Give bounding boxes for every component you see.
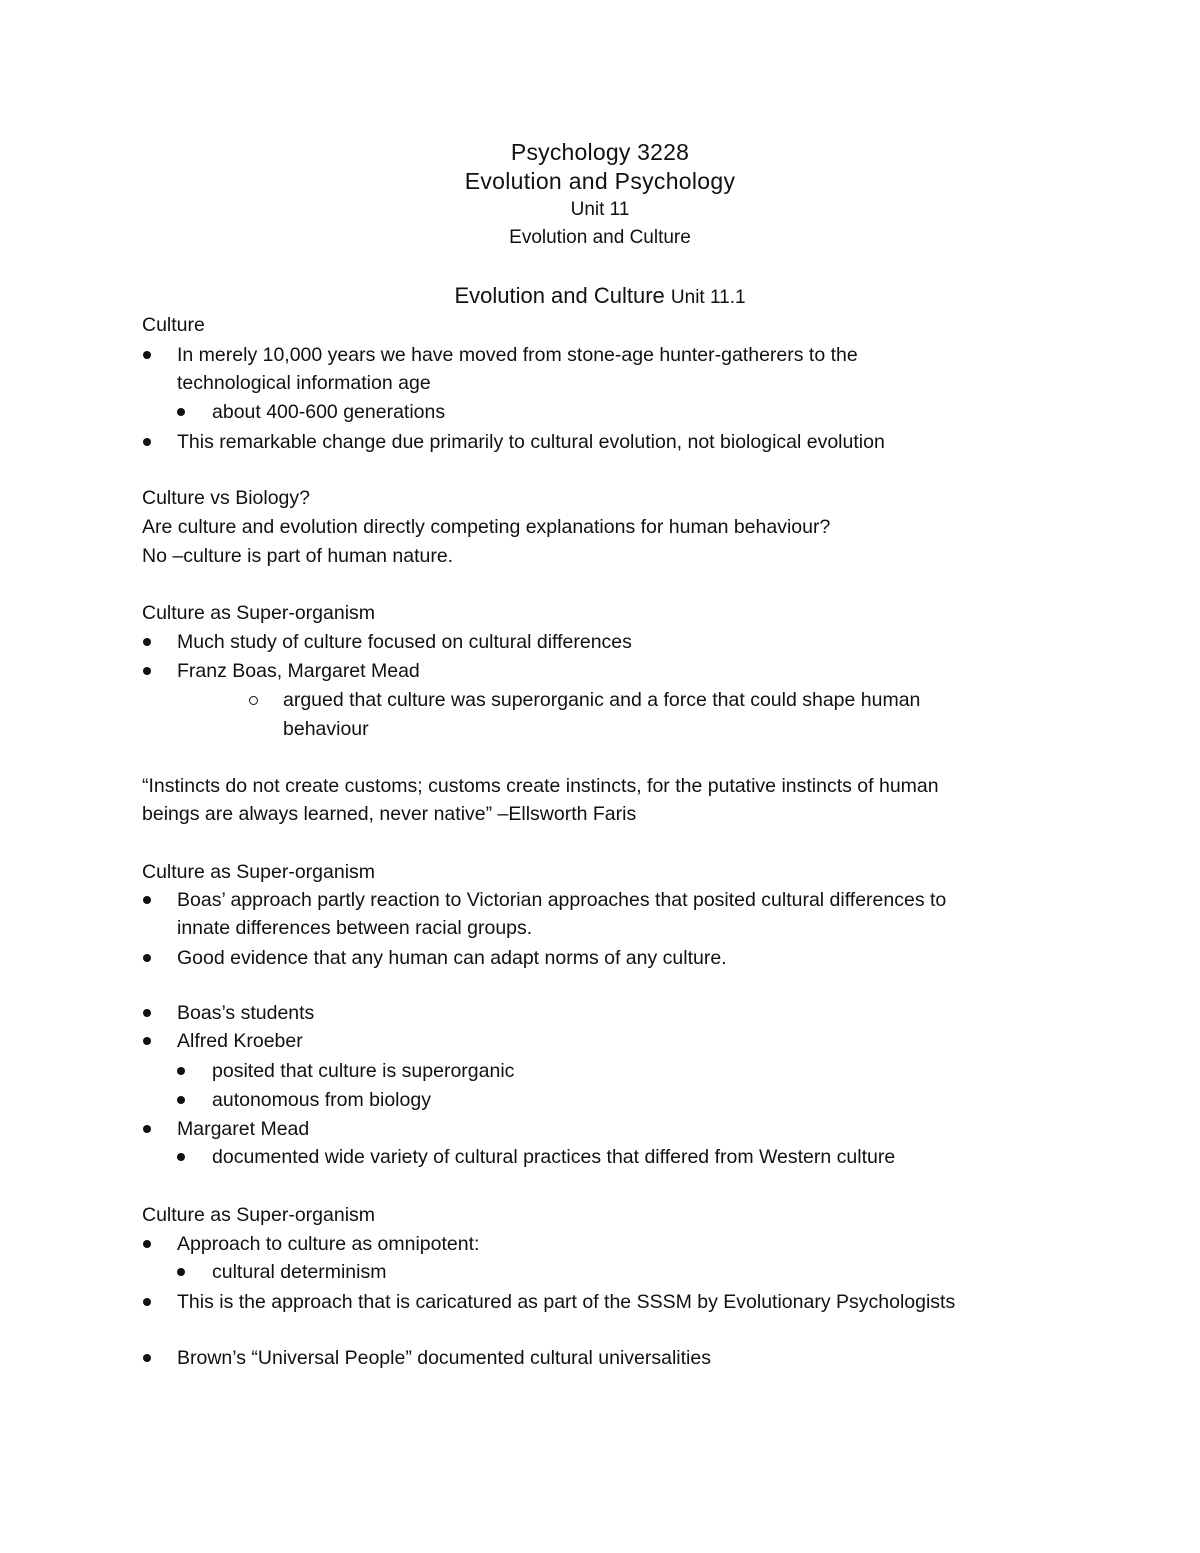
- sub-list-item: autonomous from biology: [212, 1089, 431, 1111]
- bullet-dot: [143, 1125, 151, 1133]
- section-title: [0, 281, 1200, 313]
- bullet-dot: [143, 638, 151, 646]
- sub-bullet-dot: [177, 1268, 185, 1276]
- bullet-dot: [143, 1009, 151, 1017]
- list-item: Alfred Kroeber: [177, 1030, 303, 1052]
- bullet-dot: [143, 1298, 151, 1306]
- list-item: Approach to culture as omnipotent:: [177, 1233, 480, 1255]
- sub-list-item: documented wide variety of cultural practices that differed from Western culture: [212, 1146, 896, 1168]
- bullet-dot: [143, 1240, 151, 1248]
- sub-bullet-dot: [177, 1153, 185, 1161]
- unit-title: Evolution and Culture: [509, 227, 691, 248]
- section-title-text: Evolution and Culture: [454, 283, 665, 308]
- course-title: Evolution and Psychology: [464, 168, 736, 194]
- list-item: Franz Boas, Margaret Mead: [177, 660, 420, 682]
- section-unit-label: Unit 11.1: [670, 287, 746, 308]
- heading-super-organism: Culture as Super-organism: [142, 1204, 376, 1226]
- sub-bullet-dot: [177, 1096, 185, 1104]
- heading-super-organism: Culture as Super-organism: [142, 861, 376, 883]
- sub-list-item: posited that culture is superorganic: [212, 1060, 515, 1082]
- sub-list-item-continuation: behaviour: [283, 718, 369, 740]
- sub-list-item: argued that culture was superorganic and a force that could shape human: [283, 689, 921, 711]
- bullet-dot: [143, 438, 151, 446]
- list-item-continuation: innate differences between racial groups.: [177, 917, 533, 939]
- sub-list-item: cultural determinism: [212, 1261, 387, 1283]
- list-item: In merely 10,000 years we have moved from stone-age hunter-gatherers to the: [177, 344, 858, 366]
- unit-number: Unit 11: [570, 199, 630, 220]
- quote-line: beings are always learned, never native” –Ellsworth Faris: [142, 803, 637, 825]
- bullet-dot: [143, 1037, 151, 1045]
- list-item: Boas’s students: [177, 1002, 315, 1024]
- list-item: Margaret Mead: [177, 1118, 310, 1140]
- sub-list-item: about 400-600 generations: [212, 401, 446, 423]
- list-item: Good evidence that any human can adapt norms of any culture.: [177, 947, 727, 969]
- bullet-dot: [143, 667, 151, 675]
- sub-bullet-dot: [177, 408, 185, 416]
- list-item: Boas’ approach partly reaction to Victorian approaches that posited cultural differences to: [177, 889, 947, 911]
- list-item-continuation: technological information age: [177, 372, 431, 394]
- list-item: This remarkable change due primarily to cultural evolution, not biological evolution: [177, 431, 885, 453]
- bullet-dot: [143, 896, 151, 904]
- list-item: Much study of culture focused on cultural differences: [177, 631, 632, 653]
- list-item: Brown’s “Universal People” documented cultural universalities: [177, 1347, 711, 1369]
- list-item: This is the approach that is caricatured as part of the SSSM by Evolutionary Psychologists: [177, 1291, 956, 1313]
- document-header: [0, 138, 1200, 252]
- sub-bullet-circle: [249, 696, 258, 705]
- heading-culture: Culture: [142, 314, 205, 336]
- course-number: Psychology 3228: [510, 139, 690, 165]
- paragraph-question: Are culture and evolution directly competing explanations for human behaviour?: [142, 516, 831, 538]
- bullet-dot: [143, 1354, 151, 1362]
- bullet-dot: [143, 954, 151, 962]
- paragraph-answer: No –culture is part of human nature.: [142, 545, 454, 567]
- bullet-dot: [143, 351, 151, 359]
- quote-line: “Instincts do not create customs; customs create instincts, for the putative instincts of human: [142, 775, 939, 797]
- heading-super-organism: Culture as Super-organism: [142, 602, 376, 624]
- heading-culture-vs-biology: Culture vs Biology?: [142, 487, 310, 509]
- sub-bullet-dot: [177, 1067, 185, 1075]
